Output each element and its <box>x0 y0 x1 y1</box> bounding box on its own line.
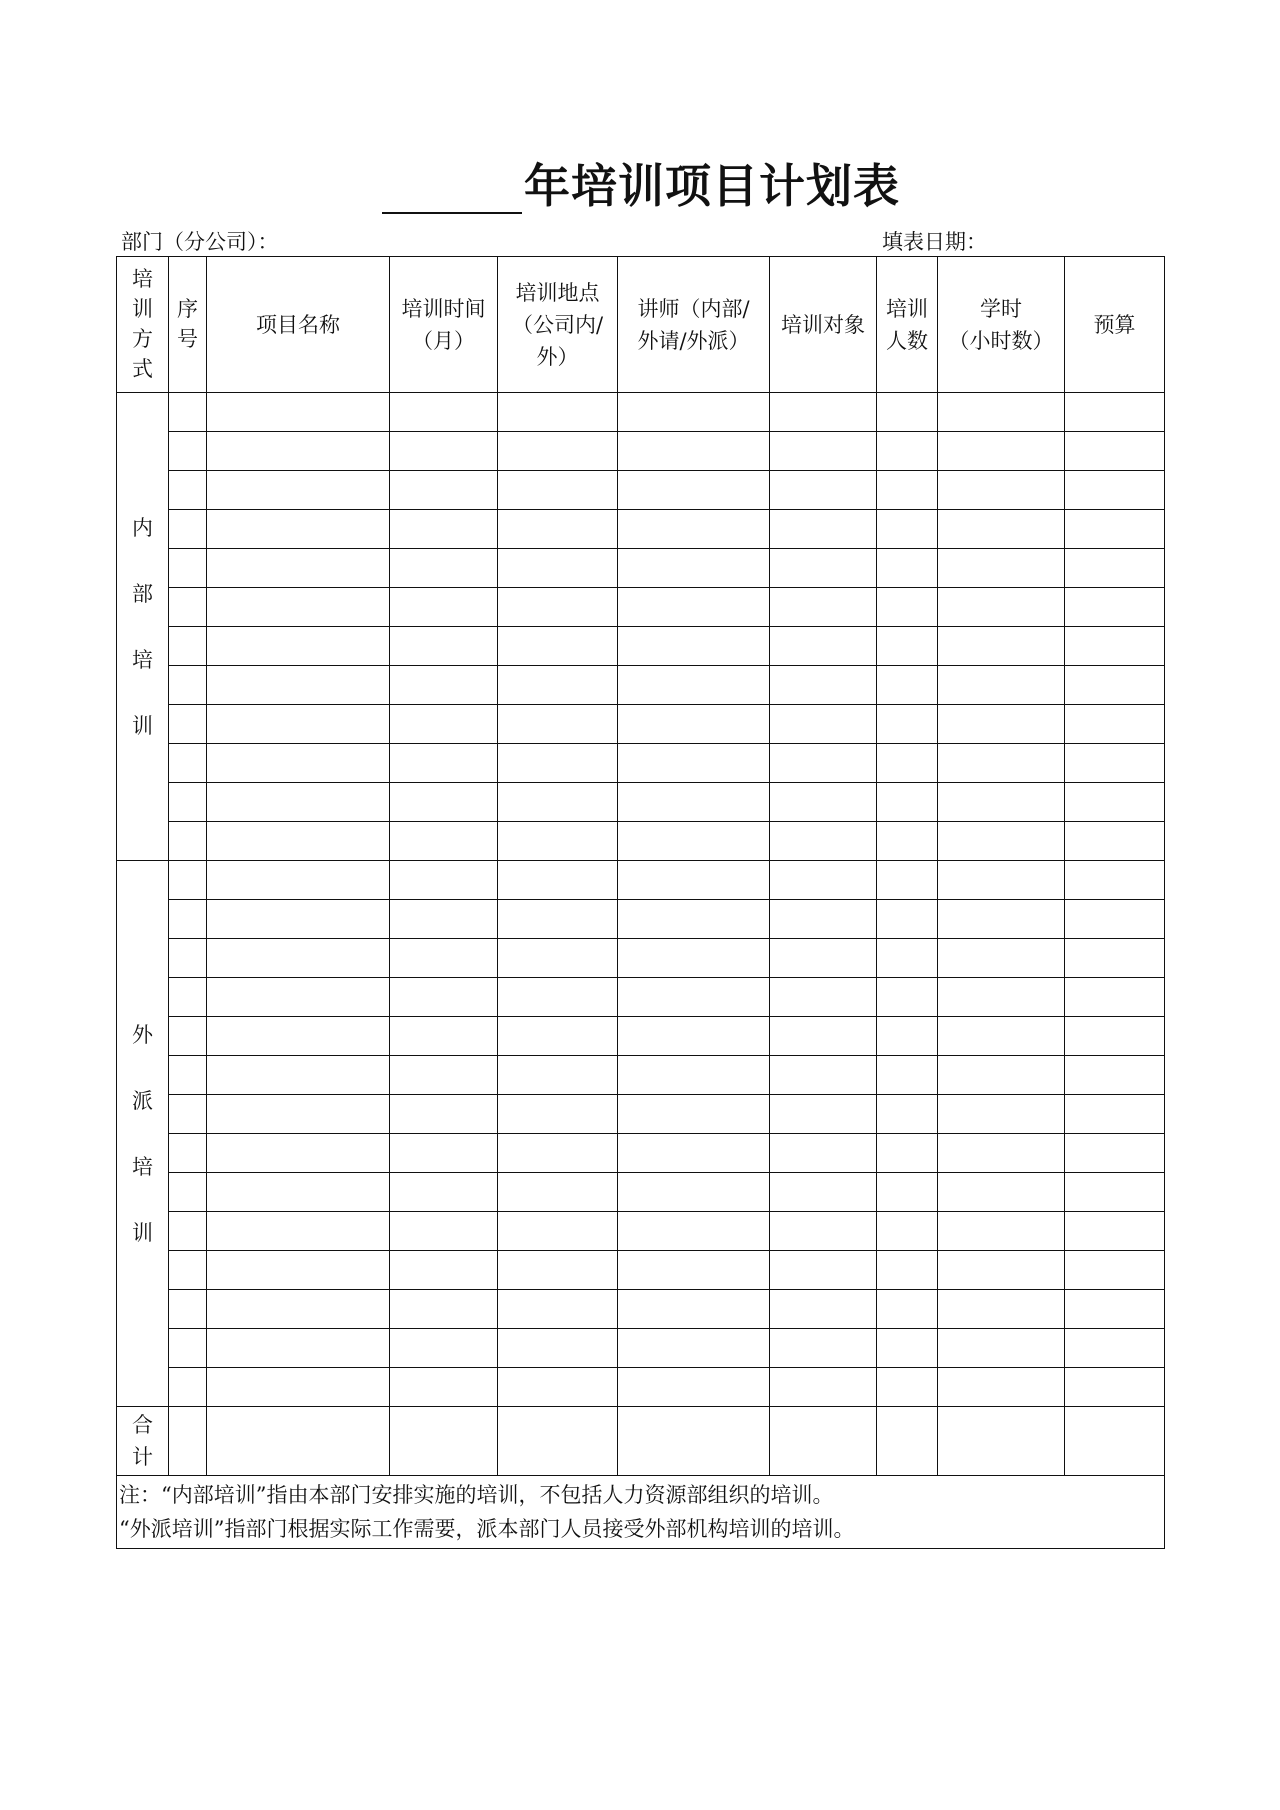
target-cell[interactable] <box>770 1368 877 1407</box>
external-section-label: 外派培训 <box>117 861 169 1407</box>
training-time-cell[interactable] <box>390 861 498 900</box>
seq-cell[interactable] <box>169 978 207 1017</box>
header-target: 培训对象 <box>770 257 877 393</box>
training-time-cell[interactable] <box>390 783 498 822</box>
project-name-cell[interactable] <box>207 1017 390 1056</box>
lecturer-cell[interactable] <box>618 588 770 627</box>
target-cell[interactable] <box>770 1329 877 1368</box>
headcount-cell[interactable] <box>877 978 938 1017</box>
seq-cell[interactable] <box>169 393 207 432</box>
seq-cell[interactable] <box>169 627 207 666</box>
hours-cell[interactable] <box>938 1017 1065 1056</box>
budget-cell[interactable] <box>1065 783 1165 822</box>
budget-cell[interactable] <box>1065 1251 1165 1290</box>
training-time-cell[interactable] <box>390 1134 498 1173</box>
lecturer-cell[interactable] <box>618 1329 770 1368</box>
header-lecturer: 讲师（内部/ 外请/外派） <box>618 257 770 393</box>
project-name-cell[interactable] <box>207 627 390 666</box>
training-time-cell[interactable] <box>390 1173 498 1212</box>
project-name-cell[interactable] <box>207 432 390 471</box>
headcount-cell[interactable] <box>877 1251 938 1290</box>
target-cell[interactable] <box>770 978 877 1017</box>
external-row <box>117 900 1165 939</box>
internal-row <box>117 744 1165 783</box>
training-place-cell[interactable] <box>498 627 618 666</box>
hours-cell[interactable] <box>938 588 1065 627</box>
training-place-cell[interactable] <box>498 1173 618 1212</box>
seq-cell[interactable] <box>169 510 207 549</box>
training-time-cell[interactable] <box>390 510 498 549</box>
hours-cell[interactable] <box>938 900 1065 939</box>
budget-cell[interactable] <box>1065 666 1165 705</box>
training-place-cell[interactable] <box>498 1329 618 1368</box>
headcount-cell[interactable] <box>877 627 938 666</box>
project-name-cell[interactable] <box>207 1251 390 1290</box>
budget-cell[interactable] <box>1065 822 1165 861</box>
seq-cell[interactable] <box>169 783 207 822</box>
project-name-cell[interactable] <box>207 744 390 783</box>
target-cell[interactable] <box>770 588 877 627</box>
seq-cell[interactable] <box>169 1056 207 1095</box>
training-time-cell[interactable] <box>390 549 498 588</box>
hours-cell[interactable] <box>938 510 1065 549</box>
headcount-cell[interactable] <box>877 1017 938 1056</box>
headcount-cell[interactable] <box>877 861 938 900</box>
project-name-cell[interactable] <box>207 1368 390 1407</box>
training-place-cell[interactable] <box>498 1212 618 1251</box>
lecturer-cell[interactable] <box>618 432 770 471</box>
target-cell[interactable] <box>770 627 877 666</box>
seq-cell[interactable] <box>169 861 207 900</box>
seq-cell[interactable] <box>169 1368 207 1407</box>
seq-cell[interactable] <box>169 549 207 588</box>
seq-cell[interactable] <box>169 744 207 783</box>
external-row <box>117 1368 1165 1407</box>
hours-cell[interactable] <box>938 393 1065 432</box>
total-row <box>117 1407 1165 1476</box>
note-line-1: 注：“内部培训”指由本部门安排实施的培训，不包括人力资源部组织的培训。 <box>119 1483 834 1507</box>
budget-cell[interactable] <box>1065 510 1165 549</box>
budget-cell[interactable] <box>1065 939 1165 978</box>
training-time-cell[interactable] <box>390 1056 498 1095</box>
target-cell[interactable] <box>770 1017 877 1056</box>
lecturer-cell[interactable] <box>618 393 770 432</box>
lecturer-cell[interactable] <box>618 549 770 588</box>
total-training-place-cell[interactable] <box>498 1407 618 1476</box>
lecturer-cell[interactable] <box>618 1368 770 1407</box>
budget-cell[interactable] <box>1065 1134 1165 1173</box>
training-time-cell[interactable] <box>390 1212 498 1251</box>
title-text: 年培训项目计划表 <box>524 159 900 213</box>
total-budget-cell[interactable] <box>1065 1407 1165 1476</box>
headcount-cell[interactable] <box>877 705 938 744</box>
hours-cell[interactable] <box>938 1134 1065 1173</box>
external-row <box>117 939 1165 978</box>
external-row <box>117 978 1165 1017</box>
headcount-cell[interactable] <box>877 1329 938 1368</box>
training-place-cell[interactable] <box>498 1095 618 1134</box>
seq-cell[interactable] <box>169 900 207 939</box>
headcount-cell[interactable] <box>877 471 938 510</box>
target-cell[interactable] <box>770 510 877 549</box>
headcount-cell[interactable] <box>877 822 938 861</box>
target-cell[interactable] <box>770 744 877 783</box>
project-name-cell[interactable] <box>207 1056 390 1095</box>
budget-cell[interactable] <box>1065 900 1165 939</box>
training-time-cell[interactable] <box>390 588 498 627</box>
internal-row <box>117 627 1165 666</box>
internal-row <box>117 471 1165 510</box>
target-cell[interactable] <box>770 432 877 471</box>
lecturer-cell[interactable] <box>618 471 770 510</box>
lecturer-cell[interactable] <box>618 1134 770 1173</box>
training-time-cell[interactable] <box>390 900 498 939</box>
budget-cell[interactable] <box>1065 432 1165 471</box>
training-place-cell[interactable] <box>498 744 618 783</box>
lecturer-cell[interactable] <box>618 705 770 744</box>
training-place-cell[interactable] <box>498 1368 618 1407</box>
headcount-cell[interactable] <box>877 1056 938 1095</box>
project-name-cell[interactable] <box>207 783 390 822</box>
year-blank-line[interactable] <box>382 160 522 214</box>
lecturer-cell[interactable] <box>618 1251 770 1290</box>
seq-cell[interactable] <box>169 1290 207 1329</box>
seq-cell[interactable] <box>169 1134 207 1173</box>
hours-cell[interactable] <box>938 471 1065 510</box>
training-time-cell[interactable] <box>390 978 498 1017</box>
notes <box>117 1476 1165 1549</box>
internal-row <box>117 783 1165 822</box>
external-row <box>117 1134 1165 1173</box>
external-row <box>117 1095 1165 1134</box>
target-cell[interactable] <box>770 1251 877 1290</box>
external-row <box>117 1212 1165 1251</box>
target-cell[interactable] <box>770 1290 877 1329</box>
target-cell[interactable] <box>770 861 877 900</box>
total-training-time-cell[interactable] <box>390 1407 498 1476</box>
external-row <box>117 1173 1165 1212</box>
training-place-cell[interactable] <box>498 1017 618 1056</box>
headcount-cell[interactable] <box>877 549 938 588</box>
header-row <box>117 257 1165 393</box>
total-project-name-cell[interactable] <box>207 1407 390 1476</box>
seq-cell[interactable] <box>169 471 207 510</box>
internal-row <box>117 588 1165 627</box>
project-name-cell[interactable] <box>207 510 390 549</box>
lecturer-cell[interactable] <box>618 1173 770 1212</box>
hours-cell[interactable] <box>938 1095 1065 1134</box>
training-time-cell[interactable] <box>390 666 498 705</box>
project-name-cell[interactable] <box>207 1095 390 1134</box>
seq-cell[interactable] <box>169 705 207 744</box>
target-cell[interactable] <box>770 1173 877 1212</box>
training-place-cell[interactable] <box>498 1251 618 1290</box>
internal-section-label: 内部培训 <box>117 393 169 861</box>
lecturer-cell[interactable] <box>618 861 770 900</box>
hours-cell[interactable] <box>938 1251 1065 1290</box>
fill-date-label: 填表日期： <box>882 230 987 254</box>
budget-cell[interactable] <box>1065 1212 1165 1251</box>
budget-cell[interactable] <box>1065 978 1165 1017</box>
seq-cell[interactable] <box>169 588 207 627</box>
lecturer-cell[interactable] <box>618 783 770 822</box>
headcount-cell[interactable] <box>877 783 938 822</box>
seq-cell[interactable] <box>169 939 207 978</box>
training-place-cell[interactable] <box>498 510 618 549</box>
target-cell[interactable] <box>770 549 877 588</box>
total-headcount-cell[interactable] <box>877 1407 938 1476</box>
training-place-cell[interactable] <box>498 861 618 900</box>
project-name-cell[interactable] <box>207 1173 390 1212</box>
training-place-cell[interactable] <box>498 822 618 861</box>
target-cell[interactable] <box>770 666 877 705</box>
target-cell[interactable] <box>770 1095 877 1134</box>
budget-cell[interactable] <box>1065 1290 1165 1329</box>
header-seq: 序号 <box>169 257 207 393</box>
training-plan-table <box>116 256 1165 1549</box>
seq-cell[interactable] <box>169 666 207 705</box>
training-place-cell[interactable] <box>498 1290 618 1329</box>
total-lecturer-cell[interactable] <box>618 1407 770 1476</box>
lecturer-cell[interactable] <box>618 900 770 939</box>
external-row <box>117 1290 1165 1329</box>
external-row <box>117 1329 1165 1368</box>
page-title <box>0 160 1280 220</box>
hours-cell[interactable] <box>938 627 1065 666</box>
internal-row <box>117 393 1165 432</box>
project-name-cell[interactable] <box>207 1212 390 1251</box>
project-name-cell[interactable] <box>207 822 390 861</box>
training-time-cell[interactable] <box>390 393 498 432</box>
headcount-cell[interactable] <box>877 1290 938 1329</box>
seq-cell[interactable] <box>169 1017 207 1056</box>
training-place-cell[interactable] <box>498 1134 618 1173</box>
hours-cell[interactable] <box>938 1368 1065 1407</box>
seq-cell[interactable] <box>169 432 207 471</box>
training-time-cell[interactable] <box>390 1329 498 1368</box>
training-time-cell[interactable] <box>390 822 498 861</box>
lecturer-cell[interactable] <box>618 1290 770 1329</box>
lecturer-cell[interactable] <box>618 510 770 549</box>
training-time-cell[interactable] <box>390 1290 498 1329</box>
hours-cell[interactable] <box>938 783 1065 822</box>
total-target-cell[interactable] <box>770 1407 877 1476</box>
header-hours: 学时 （小时数） <box>938 257 1065 393</box>
target-cell[interactable] <box>770 1056 877 1095</box>
headcount-cell[interactable] <box>877 1173 938 1212</box>
lecturer-cell[interactable] <box>618 1212 770 1251</box>
seq-cell[interactable] <box>169 1173 207 1212</box>
project-name-cell[interactable] <box>207 1290 390 1329</box>
training-place-cell[interactable] <box>498 939 618 978</box>
lecturer-cell[interactable] <box>618 1056 770 1095</box>
training-place-cell[interactable] <box>498 978 618 1017</box>
training-place-cell[interactable] <box>498 432 618 471</box>
training-place-cell[interactable] <box>498 471 618 510</box>
department-label: 部门（分公司）： <box>121 230 279 254</box>
project-name-cell[interactable] <box>207 471 390 510</box>
internal-row <box>117 549 1165 588</box>
budget-cell[interactable] <box>1065 1368 1165 1407</box>
internal-row <box>117 510 1165 549</box>
hours-cell[interactable] <box>938 432 1065 471</box>
training-time-cell[interactable] <box>390 705 498 744</box>
training-time-cell[interactable] <box>390 1251 498 1290</box>
seq-cell[interactable] <box>169 1212 207 1251</box>
training-place-cell[interactable] <box>498 705 618 744</box>
lecturer-cell[interactable] <box>618 939 770 978</box>
budget-cell[interactable] <box>1065 627 1165 666</box>
project-name-cell[interactable] <box>207 666 390 705</box>
hours-cell[interactable] <box>938 744 1065 783</box>
budget-cell[interactable] <box>1065 1329 1165 1368</box>
headcount-cell[interactable] <box>877 744 938 783</box>
hours-cell[interactable] <box>938 549 1065 588</box>
budget-cell[interactable] <box>1065 393 1165 432</box>
headcount-cell[interactable] <box>877 1095 938 1134</box>
training-time-cell[interactable] <box>390 744 498 783</box>
training-time-cell[interactable] <box>390 1017 498 1056</box>
seq-cell[interactable] <box>169 1329 207 1368</box>
project-name-cell[interactable] <box>207 1329 390 1368</box>
target-cell[interactable] <box>770 783 877 822</box>
headcount-cell[interactable] <box>877 432 938 471</box>
budget-cell[interactable] <box>1065 549 1165 588</box>
hours-cell[interactable] <box>938 1329 1065 1368</box>
lecturer-cell[interactable] <box>618 1095 770 1134</box>
hours-cell[interactable] <box>938 666 1065 705</box>
budget-cell[interactable] <box>1065 861 1165 900</box>
headcount-cell[interactable] <box>877 510 938 549</box>
lecturer-cell[interactable] <box>618 822 770 861</box>
hours-cell[interactable] <box>938 939 1065 978</box>
hours-cell[interactable] <box>938 978 1065 1017</box>
hours-cell[interactable] <box>938 1290 1065 1329</box>
seq-cell[interactable] <box>169 1251 207 1290</box>
total-hours-cell[interactable] <box>938 1407 1065 1476</box>
budget-cell[interactable] <box>1065 471 1165 510</box>
lecturer-cell[interactable] <box>618 627 770 666</box>
lecturer-cell[interactable] <box>618 978 770 1017</box>
notes-row <box>117 1476 1165 1549</box>
note-line-2: “外派培训”指部门根据实际工作需要，派本部门人员接受外部机构培训的培训。 <box>119 1517 855 1541</box>
hours-cell[interactable] <box>938 1212 1065 1251</box>
header-training-method: 培训方式 <box>117 257 169 393</box>
header-training-time: 培训时间 （月） <box>390 257 498 393</box>
training-time-cell[interactable] <box>390 471 498 510</box>
headcount-cell[interactable] <box>877 1134 938 1173</box>
budget-cell[interactable] <box>1065 1095 1165 1134</box>
budget-cell[interactable] <box>1065 705 1165 744</box>
lecturer-cell[interactable] <box>618 666 770 705</box>
training-place-cell[interactable] <box>498 783 618 822</box>
target-cell[interactable] <box>770 471 877 510</box>
training-place-cell[interactable] <box>498 393 618 432</box>
headcount-cell[interactable] <box>877 939 938 978</box>
budget-cell[interactable] <box>1065 744 1165 783</box>
external-row <box>117 1251 1165 1290</box>
headcount-cell[interactable] <box>877 588 938 627</box>
project-name-cell[interactable] <box>207 393 390 432</box>
seq-cell[interactable] <box>169 822 207 861</box>
budget-cell[interactable] <box>1065 588 1165 627</box>
internal-row <box>117 705 1165 744</box>
training-place-cell[interactable] <box>498 1056 618 1095</box>
training-place-cell[interactable] <box>498 588 618 627</box>
target-cell[interactable] <box>770 900 877 939</box>
training-time-cell[interactable] <box>390 939 498 978</box>
header-project-name: 项目名称 <box>207 257 390 393</box>
hours-cell[interactable] <box>938 1173 1065 1212</box>
total-seq-cell[interactable] <box>169 1407 207 1476</box>
training-place-cell[interactable] <box>498 666 618 705</box>
budget-cell[interactable] <box>1065 1173 1165 1212</box>
external-row <box>117 861 1165 900</box>
headcount-cell[interactable] <box>877 1368 938 1407</box>
seq-cell[interactable] <box>169 1095 207 1134</box>
header-budget: 预算 <box>1065 257 1165 393</box>
target-cell[interactable] <box>770 393 877 432</box>
training-place-cell[interactable] <box>498 549 618 588</box>
hours-cell[interactable] <box>938 861 1065 900</box>
headcount-cell[interactable] <box>877 900 938 939</box>
project-name-cell[interactable] <box>207 588 390 627</box>
target-cell[interactable] <box>770 939 877 978</box>
project-name-cell[interactable] <box>207 549 390 588</box>
training-time-cell[interactable] <box>390 1095 498 1134</box>
budget-cell[interactable] <box>1065 1056 1165 1095</box>
training-place-cell[interactable] <box>498 900 618 939</box>
lecturer-cell[interactable] <box>618 744 770 783</box>
project-name-cell[interactable] <box>207 1134 390 1173</box>
internal-row <box>117 432 1165 471</box>
internal-row <box>117 822 1165 861</box>
target-cell[interactable] <box>770 822 877 861</box>
total-label: 合计 <box>117 1407 169 1476</box>
lecturer-cell[interactable] <box>618 1017 770 1056</box>
headcount-cell[interactable] <box>877 666 938 705</box>
header-headcount: 培训 人数 <box>877 257 938 393</box>
target-cell[interactable] <box>770 1212 877 1251</box>
project-name-cell[interactable] <box>207 861 390 900</box>
hours-cell[interactable] <box>938 1056 1065 1095</box>
project-name-cell[interactable] <box>207 705 390 744</box>
target-cell[interactable] <box>770 1134 877 1173</box>
header-training-place: 培训地点 （公司内/ 外） <box>498 257 618 393</box>
headcount-cell[interactable] <box>877 393 938 432</box>
external-row <box>117 1017 1165 1056</box>
internal-row <box>117 666 1165 705</box>
headcount-cell[interactable] <box>877 1212 938 1251</box>
external-row <box>117 1056 1165 1095</box>
project-name-cell[interactable] <box>207 900 390 939</box>
target-cell[interactable] <box>770 705 877 744</box>
training-time-cell[interactable] <box>390 627 498 666</box>
hours-cell[interactable] <box>938 705 1065 744</box>
project-name-cell[interactable] <box>207 978 390 1017</box>
training-time-cell[interactable] <box>390 432 498 471</box>
training-time-cell[interactable] <box>390 1368 498 1407</box>
project-name-cell[interactable] <box>207 939 390 978</box>
hours-cell[interactable] <box>938 822 1065 861</box>
budget-cell[interactable] <box>1065 1017 1165 1056</box>
